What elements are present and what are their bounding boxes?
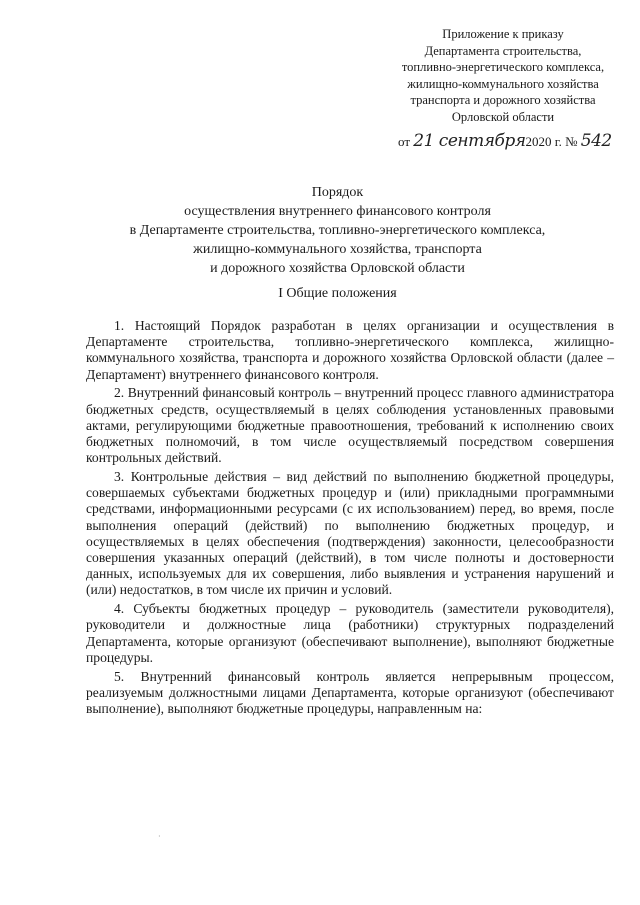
paragraph-1: 1. Настоящий Порядок разработан в целях организации и осуществления в Департаменте строительства, топливно-энергетического комплекса, жилищно-коммунального хозяйства, транспорта и дорожного хозяйства Орловской области (далее – Департамент) внутреннего финансового контроля. — [86, 318, 614, 382]
document-title — [60, 183, 615, 278]
document-body — [86, 318, 614, 720]
appendix-line: транспорта и дорожного хозяйства — [410, 93, 596, 107]
order-dateline — [398, 131, 623, 151]
dateline-prefix: от — [398, 134, 411, 149]
title-line: и дорожного хозяйства Орловской области — [210, 261, 465, 276]
scan-mark: · — [158, 832, 161, 841]
title-line: осуществления внутреннего финансового контроля — [184, 204, 491, 219]
appendix-block — [388, 26, 618, 125]
paragraph-4: 4. Субъекты бюджетных процедур – руководитель (заместители руководителя), руководители и должностные лица (работники) структурных подразделений Департамента, которые организуют (обеспечивают выполнение), выполняют бюджетные процедуры. — [86, 601, 614, 665]
title-line: жилищно-коммунального хозяйства, транспорта — [193, 242, 482, 257]
appendix-line: топливно-энергетического комплекса, — [401, 60, 605, 74]
paragraph-5: 5. Внутренний финансовый контроль является непрерывным процессом, реализуемым должностными лицами Департамента, которые организуют (обеспечивают выполнение), выполняют бюджетные процедуры, направленным на: — [86, 668, 614, 717]
title-line: в Департаменте строительства, топливно-энергетического комплекса, — [129, 223, 546, 238]
title-line: Порядок — [311, 185, 364, 200]
section-heading: I Общие положения — [278, 286, 397, 301]
appendix-line: Приложение к приказу — [442, 27, 564, 41]
paragraph-2: 2. Внутренний финансовый контроль – внутренний процесс главного администратора бюджетных средств, осуществляемый в целях соблюдения установленных правовыми актами, регулирующими бюджетные правоотношения, требований к исполнению своих бюджетных полномочий, в том числе осуществляемый посредством совершения контрольных действий. — [86, 385, 614, 466]
handwritten-date: 21 сентября — [413, 131, 526, 151]
paragraph-3: 3. Контрольные действия – вид действий по выполнению бюджетной процедуры, совершаемых субъектами бюджетных процедур и (или) прикладными программными средствами, информационными ресурсами (с их использованием) перед, во время, после выполнения операций (действий) по выполнению бюджетных процедур, и осуществляемых в целях обеспечения (подтверждения) законности, целесообразности совершения указанных операций (действий), в том числе полноты и достоверности данных, используемых для их совершения, либо выявления и устранения нарушений и (или) недостатков, в том числе их причин и условий. — [86, 469, 614, 598]
appendix-line: жилищно-коммунального хозяйства — [407, 76, 599, 91]
handwritten-number: 542 — [580, 131, 612, 151]
dateline-year: 2020 г. № — [525, 134, 578, 149]
appendix-line: Департамента строительства, — [424, 43, 582, 58]
appendix-line: Орловской области — [451, 109, 555, 124]
